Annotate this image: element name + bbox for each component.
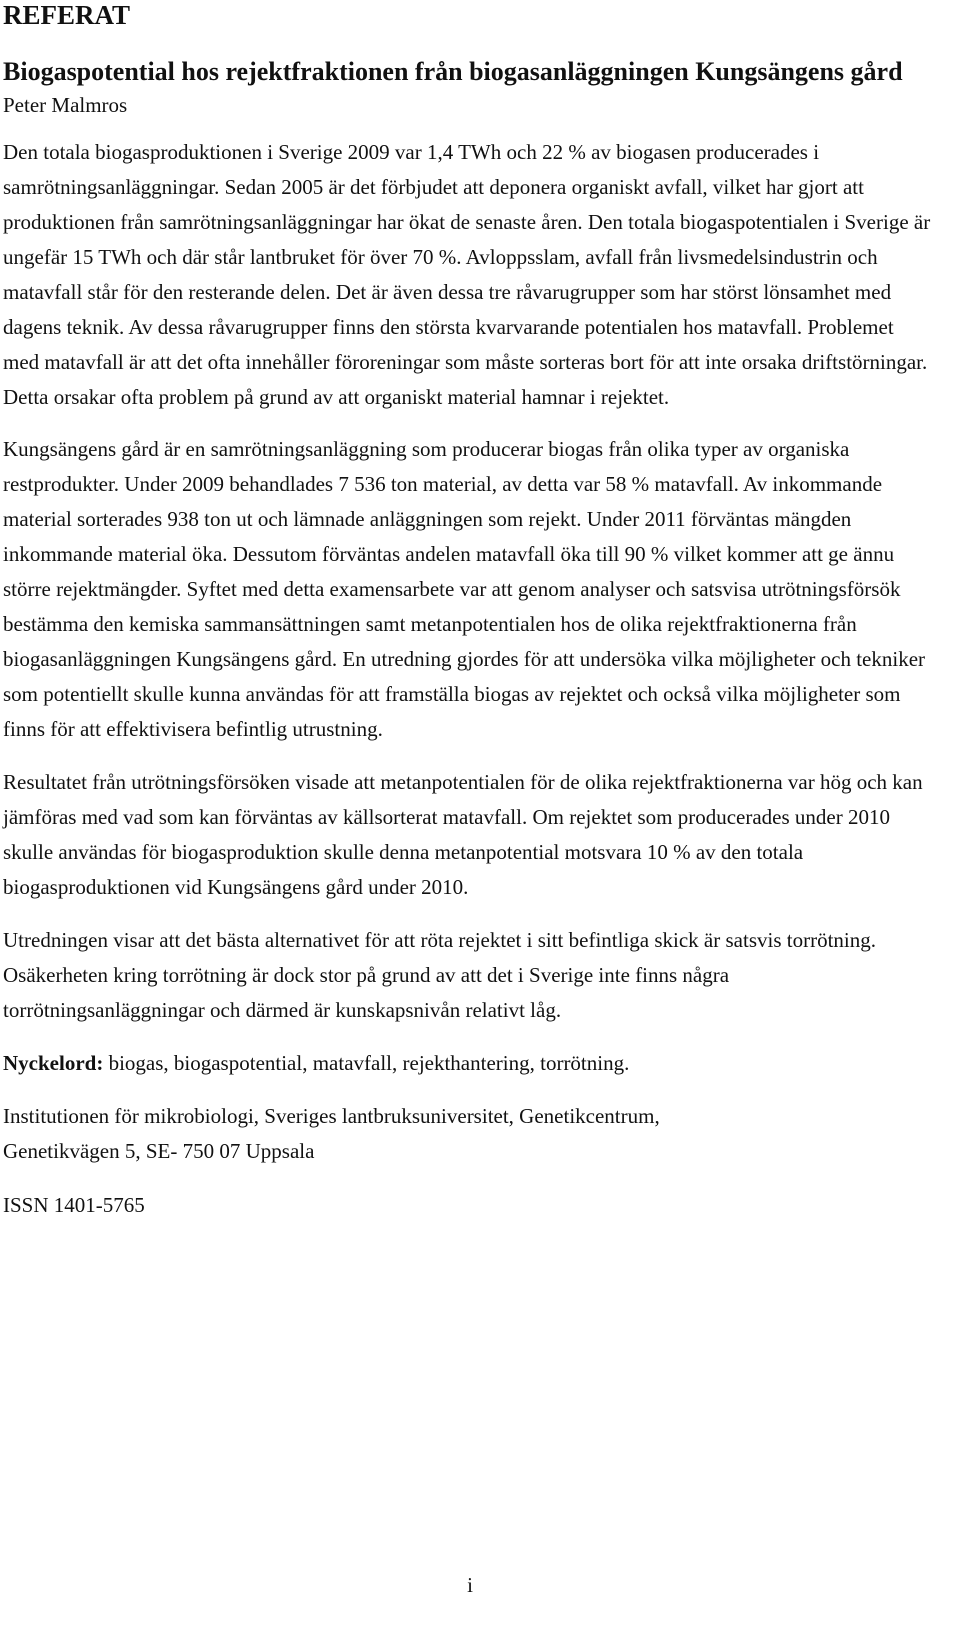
abstract-paragraph-2: Kungsängens gård är en samrötningsanläggning som producerar biogas från olika typer av organiska restprodukter. Under 2009 behandlades 7 536 ton material, av detta var 58 % matavfall. Av inkommande material sorterades 938 ton ut och lämnade anläggningen som rejekt. Under 2011 förväntas mängden inkommande material öka. Dessutom förväntas andelen matavfall öka till 90 % vilket kommer att ge ännu större rejektmängder. Syftet med detta examensarbete var att genom analyser och satsvisa utrötningsförsök bestämma den kemiska sammansättningen samt metanpotentialen hos de olika rejektfraktionerna från biogasanläggningen Kungsängens gård. En utredning gjordes för att undersöka vilka möjligheter och tekniker som potentiellt skulle kunna användas för att framställa biogas av rejektet och också vilka möjligheter som finns för att effektivisera befintlig utrustning.	[3, 437, 926, 741]
document-page	[3, 0, 943, 1223]
abstract-paragraph-3: Resultatet från utrötningsförsöken visade att metanpotentialen för de olika rejektfraktionerna var hög och kan jämföras med vad som kan förväntas av källsorterat matavfall. Om rejektet som producerades under 2010 skulle användas för biogasproduktion skulle denna metanpotential motsvara 10 % av den totala biogasproduktionen vid Kungsängens gård under 2010.	[3, 770, 923, 899]
institution-line-1: Institutionen för mikrobiologi, Sveriges lantbruksuniversitet, Genetikcentrum,	[3, 1104, 660, 1128]
abstract-paragraph-1: Den totala biogasproduktionen i Sverige 2009 var 1,4 TWh och 22 % av biogasen producerades i samrötningsanläggningar. Sedan 2005 är det förbjudet att deponera organiskt avfall, vilket har gjort att produktionen från samrötningsanläggningar har ökat de senaste åren. Den totala biogaspotentialen i Sverige är ungefär 15 TWh och där står lantbruket för över 70 %. Avloppsslam, avfall från livsmedelsindustrin och matavfall står för den resterande delen. Det är även dessa tre råvarugrupper som har störst lönsamhet med dagens teknik. Av dessa råvarugrupper finns den största kvarvarande potentialen hos matavfall. Problemet med matavfall är att det ofta innehåller föroreningar som måste sorteras bort för att inte orsaka driftstörningar. Detta orsakar ofta problem på grund av att organiskt material hamnar i rejektet.	[3, 140, 931, 409]
institution-address	[3, 1099, 943, 1169]
page-number: i	[467, 1573, 473, 1597]
abstract-paragraph-4: Utredningen visar att det bästa alternativet för att röta rejektet i sitt befintliga skick är satsvis torrötning. Osäkerheten kring torrötning är dock stor på grund av att det i Sverige inte finns några torrötningsanläggningar och därmed är kunskapsnivån relativt låg.	[3, 928, 876, 1022]
keywords-label: Nyckelord:	[3, 1051, 104, 1075]
section-heading: REFERAT	[3, 0, 131, 30]
thesis-title: Biogaspotential hos rejektfraktionen från biogasanläggningen Kungsängens gård	[3, 57, 903, 86]
author-name: Peter Malmros	[3, 93, 128, 117]
keywords-text: biogas, biogaspotential, matavfall, rejekthantering, torrötning.	[103, 1051, 630, 1075]
institution-line-2: Genetikvägen 5, SE- 750 07 Uppsala	[3, 1139, 315, 1163]
keywords-line	[3, 1046, 943, 1081]
issn-number: ISSN 1401-5765	[3, 1193, 145, 1217]
